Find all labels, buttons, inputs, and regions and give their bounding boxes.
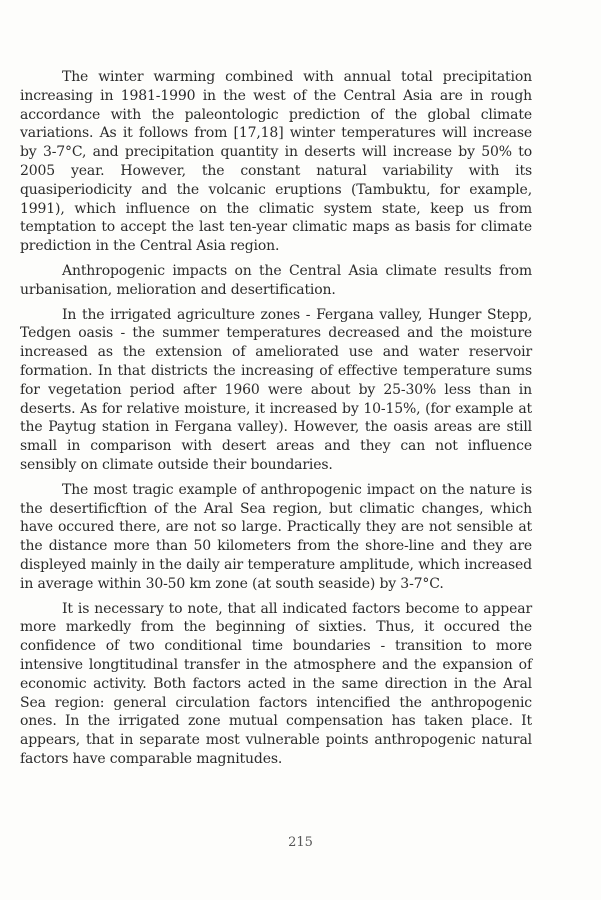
paragraph-4: The most tragic example of anthropogenic impact on the nature is the desertificftion of the Aral Sea region, but climatic changes, which have occured there, are not so large. Practically they are not sensible at the distance more than 50 kilometers from the shore-line and they are displeyed mainly in the daily air temperature amplitude, which increased in average within 30-50 km zone (at south seaside) by 3-7°C. xyxy=(20,481,532,592)
paragraph-3: In the irrigated agriculture zones - Fergana valley, Hunger Stepp, Tedgen oasis - the summer temperatures decreased and the moisture increased as the extension of ameliorated use and water reservoir formation. In that districts the increasing of effective temperature sums for vegetation period after 1960 were about by 25-30% less than in deserts. As for relative moisture, it increased by 10-15%, (for example at the Paytug station in Fergana valley). However, the oasis areas are still small in comparison with desert areas and they can not influence sensibly on climate outside their boundaries. xyxy=(20,306,532,473)
paragraph-1: The winter warming combined with annual total precipitation increasing in 1981-1990 in the west of the Central Asia are in rough accordance with the paleontologic prediction of the global climate variations. As it follows from [17,18] winter temperatures will increase by 3-7°C, and precipitation quantity in deserts will increase by 50% to 2005 year. However, the constant natural variability with its quasiperiodicity and the volcanic eruptions (Tambuktu, for example, 1991), which influence on the climatic system state, keep us from temptation to accept the last ten-year climatic maps as basis for climate prediction in the Central Asia region. xyxy=(20,69,532,255)
body-text xyxy=(20,68,532,775)
paragraph-5: It is necessary to note, that all indicated factors become to appear more markedly from the beginning of sixties. Thus, it occured the confidence of two conditional time boundaries - transition to more intensive longtitudinal transfer in the atmosphere and the expansion of economic activity. Both factors acted in the same direction in the Aral Sea region: general circulation factors intencified the anthropogenic ones. In the irrigated zone mutual compensation has taken place. It appears, that in separate most vulnerable points anthropogenic natural factors have comparable magnitudes. xyxy=(20,600,532,767)
page-number: 215 xyxy=(288,835,313,850)
paragraph-2: Anthropogenic impacts on the Central Asia climate results from urbanisation, melioration and desertification. xyxy=(20,262,532,298)
